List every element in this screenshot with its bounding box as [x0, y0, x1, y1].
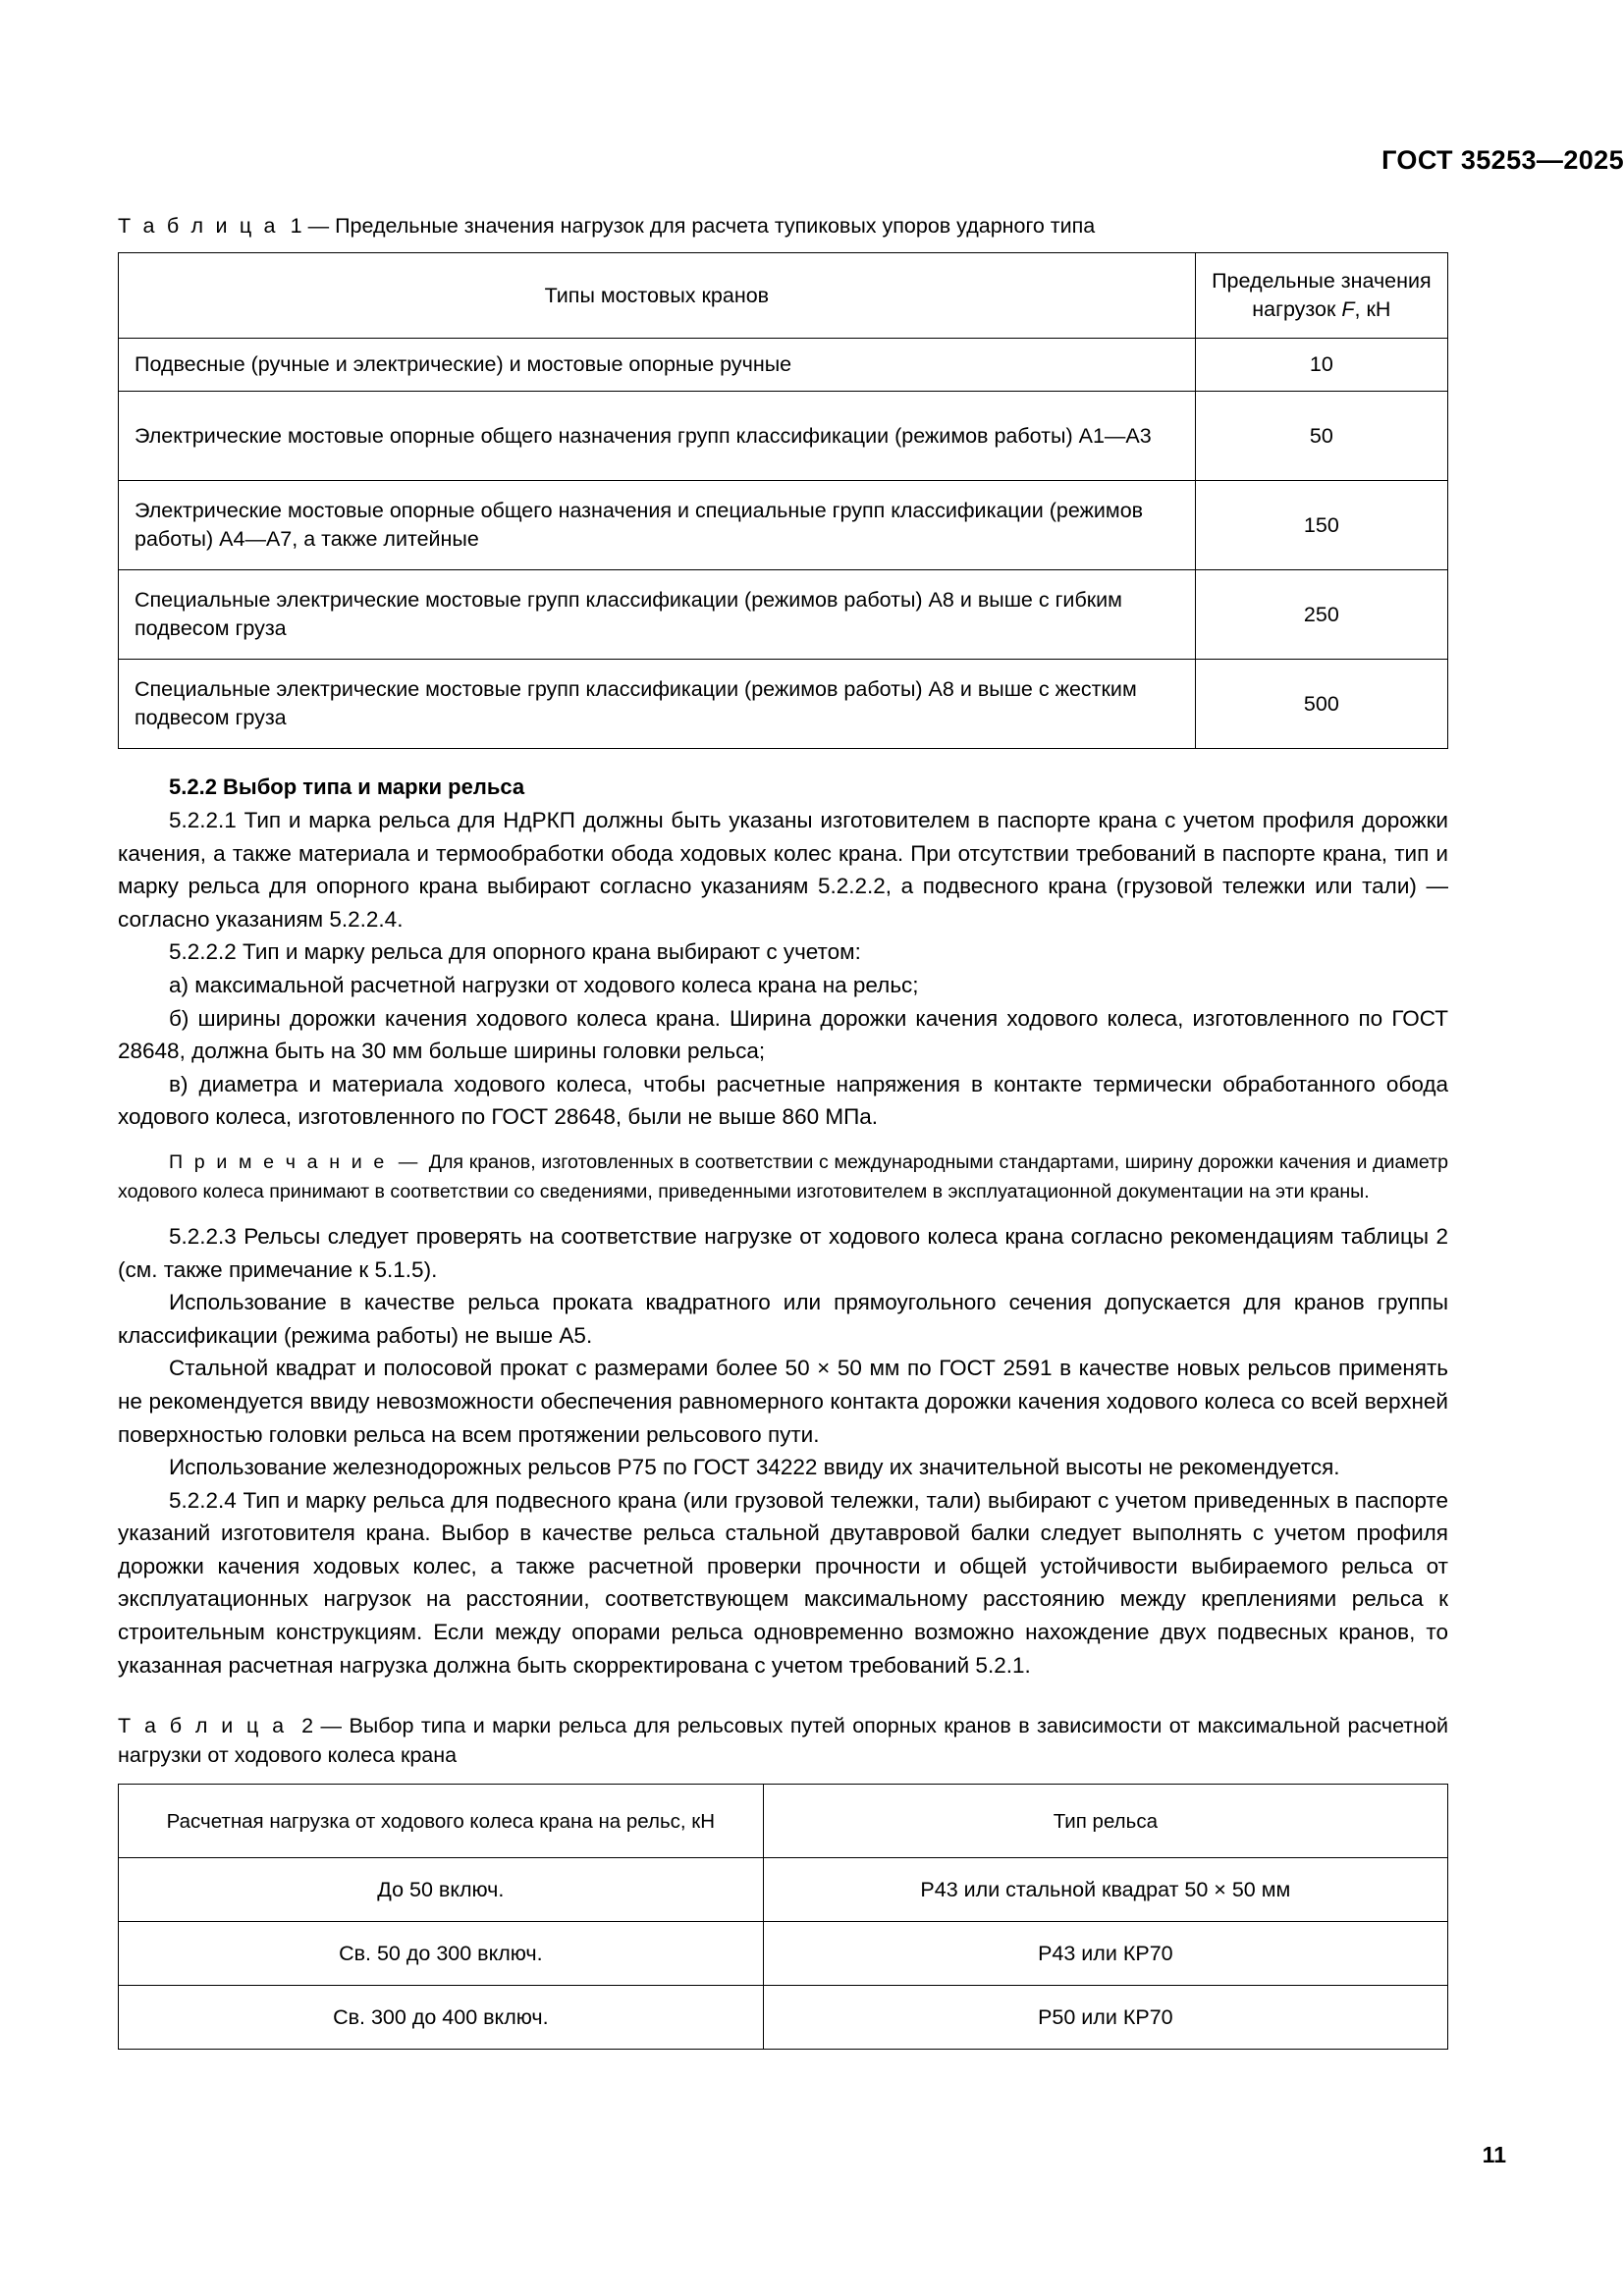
section-heading: 5.2.2 Выбор типа и марки рельса — [169, 774, 525, 799]
table1-cell-type: Специальные электрические мостовые групп классификации (режимов работы) А8 и выше с гибким подвесом груза — [119, 570, 1196, 660]
list-item-a: а) максимальной расчетной нагрузки от ходового колеса крана на рельс; — [169, 972, 919, 997]
table-row — [119, 1922, 1448, 1986]
table-row — [119, 1986, 1448, 2050]
table2-caption-text: Выбор типа и марки рельса для рельсовых путей опорных кранов в зависимости от максимальной расчетной нагрузки от ходового колеса крана — [118, 1714, 1448, 1768]
paragraph-steel-square: Стальной квадрат и полосовой прокат с размерами более 50 × 50 мм по ГОСТ 2591 в качестве новых рельсов применять не рекомендуется ввиду невозможности обеспечения равномерного контакта дорожки качения ходового колеса со всей верхней поверхностью головки рельса на всем протяжении рельсового пути. — [118, 1356, 1448, 1447]
page-header — [0, 145, 1624, 176]
table-row — [119, 339, 1448, 392]
note-label: П р и м е ч а н и е — [169, 1150, 388, 1173]
table2-caption — [118, 1711, 1448, 1770]
table2-cell-rail: Р43 или стальной квадрат 50 × 50 мм — [763, 1858, 1447, 1922]
table-row — [119, 392, 1448, 481]
table1-cell-value: 50 — [1195, 392, 1447, 481]
table1-col-limit-values — [1195, 253, 1447, 339]
note-text: Для кранов, изготовленных в соответствии с международными стандартами, ширину дорожки качения и диаметр ходового колеса принимают в соответствии со сведениями, приведенными изготовителем в эксплуатационной документации на эти краны. — [118, 1150, 1448, 1202]
table2-col-rail-type: Тип рельса — [763, 1785, 1447, 1858]
note-block — [118, 1148, 1448, 1206]
paragraph-square-rolled: Использование в качестве рельса проката квадратного или прямоугольного сечения допускается для кранов группы классификации (режима работы) не выше А5. — [118, 1290, 1448, 1348]
table1-header-row — [119, 253, 1448, 339]
table1-cell-type: Электрические мостовые опорные общего назначения и специальные групп классификации (режимов работы) А4—А7, а также литейные — [119, 481, 1196, 570]
table1-caption-text: Предельные значения нагрузок для расчета тупиковых упоров ударного типа — [335, 214, 1096, 238]
paragraph-5-2-2-3: 5.2.2.3 Рельсы следует проверять на соответствие нагрузке от ходового колеса крана согласно рекомендациям таблицы 2 (см. также примечание к 5.1.5). — [118, 1223, 1448, 1282]
table1-cell-value: 500 — [1195, 660, 1447, 749]
table-rail-choice — [118, 1784, 1448, 2050]
table1-cell-value: 150 — [1195, 481, 1447, 570]
table2-caption-number: 2 — [301, 1714, 314, 1738]
table1-cell-type: Электрические мостовые опорные общего назначения групп классификации (режимов работы) А1—А3 — [119, 392, 1196, 481]
table1-col2-line1: Предельные значения — [1212, 269, 1432, 293]
table2-header-row — [119, 1785, 1448, 1858]
table2-col-design-load: Расчетная нагрузка от ходового колеса крана на рельс, кН — [119, 1785, 764, 1858]
table1-caption-label: Т а б л и ц а — [118, 214, 279, 238]
table-row — [119, 570, 1448, 660]
table2-cell-load: Св. 50 до 300 включ. — [119, 1922, 764, 1986]
table2-caption-dash: — — [320, 1714, 343, 1738]
table2-cell-load: До 50 включ. — [119, 1858, 764, 1922]
table1-col-crane-types: Типы мостовых кранов — [119, 253, 1196, 339]
table1-caption-dash: — — [307, 214, 330, 238]
standard-id: ГОСТ 35253—2025 — [1381, 145, 1624, 175]
table1-cell-type: Подвесные (ручные и электрические) и мостовые опорные ручные — [119, 339, 1196, 392]
list-item-b: б) ширины дорожки качения ходового колеса крана. Ширина дорожки качения ходового колеса, изготовленного по ГОСТ 28648, должна быть на 30 мм больше ширины головки рельса; — [118, 1005, 1448, 1064]
table2-caption-label: Т а б л и ц а — [118, 1714, 288, 1738]
table1-cell-value: 250 — [1195, 570, 1447, 660]
list-item-v: в) диаметра и материала ходового колеса, чтобы расчетные напряжения в контакте термически обработанного обода ходового колеса, изготовленного по ГОСТ 28648, были не выше 860 МПа. — [118, 1071, 1448, 1130]
paragraph-railway-rails: Использование железнодорожных рельсов Р75 по ГОСТ 34222 ввиду их значительной высоты не рекомендуется. — [169, 1455, 1340, 1480]
paragraph-5-2-2-1: 5.2.2.1 Тип и марка рельса для НдРКП должны быть указаны изготовителем в паспорте крана с учетом профиля дорожки качения, а также материала и термообработки обода ходовых колес крана. При отсутствии требований в паспорте крана, тип и марку рельса для опорного крана выбирают согласно указаниям 5.2.2.2, а подвесного крана (грузовой тележки или тали) — согласно указаниям 5.2.2.4. — [118, 808, 1448, 932]
table1-col2-symbol: F — [1341, 297, 1355, 321]
table-row — [119, 1858, 1448, 1922]
note-dash: — — [398, 1150, 418, 1173]
table1-col2-line2-pre: нагрузок — [1252, 297, 1342, 321]
table1-col2-line2-post: , кН — [1354, 297, 1391, 321]
page-content — [118, 211, 1448, 2050]
table1-caption — [118, 211, 1448, 240]
table-row — [119, 660, 1448, 749]
page-number: 11 — [1482, 2142, 1506, 2167]
table1-cell-type: Специальные электрические мостовые групп классификации (режимов работы) А8 и выше с жестким подвесом груза — [119, 660, 1196, 749]
table2-cell-rail: Р43 или КР70 — [763, 1922, 1447, 1986]
paragraph-5-2-2-2: 5.2.2.2 Тип и марку рельса для опорного крана выбирают с учетом: — [169, 939, 861, 965]
table1-caption-number: 1 — [290, 214, 302, 238]
table-limit-loads — [118, 252, 1448, 749]
paragraph-5-2-2-4: 5.2.2.4 Тип и марку рельса для подвесного крана (или грузовой тележки, тали) выбирают с учетом приведенных в паспорте указаний изготовителя крана. Выбор в качестве рельса стальной двутавровой балки следует выполнять с учетом профиля дорожки качения ходовых колес, а также расчетной проверки прочности и общей устойчивости выбираемого рельса от эксплуатационных нагрузок на расстоянии, соответствующем максимальному расстоянию между креплениями рельса к строительным конструкциям. Если между опорами рельса одновременно возможно нахождение двух подвесных кранов, то указанная расчетная нагрузка должна быть скорректирована с учетом требований 5.2.1. — [118, 1487, 1448, 1678]
table2-cell-rail: Р50 или КР70 — [763, 1986, 1447, 2050]
table1-cell-value: 10 — [1195, 339, 1447, 392]
table2-cell-load: Св. 300 до 400 включ. — [119, 1986, 764, 2050]
table-row — [119, 481, 1448, 570]
